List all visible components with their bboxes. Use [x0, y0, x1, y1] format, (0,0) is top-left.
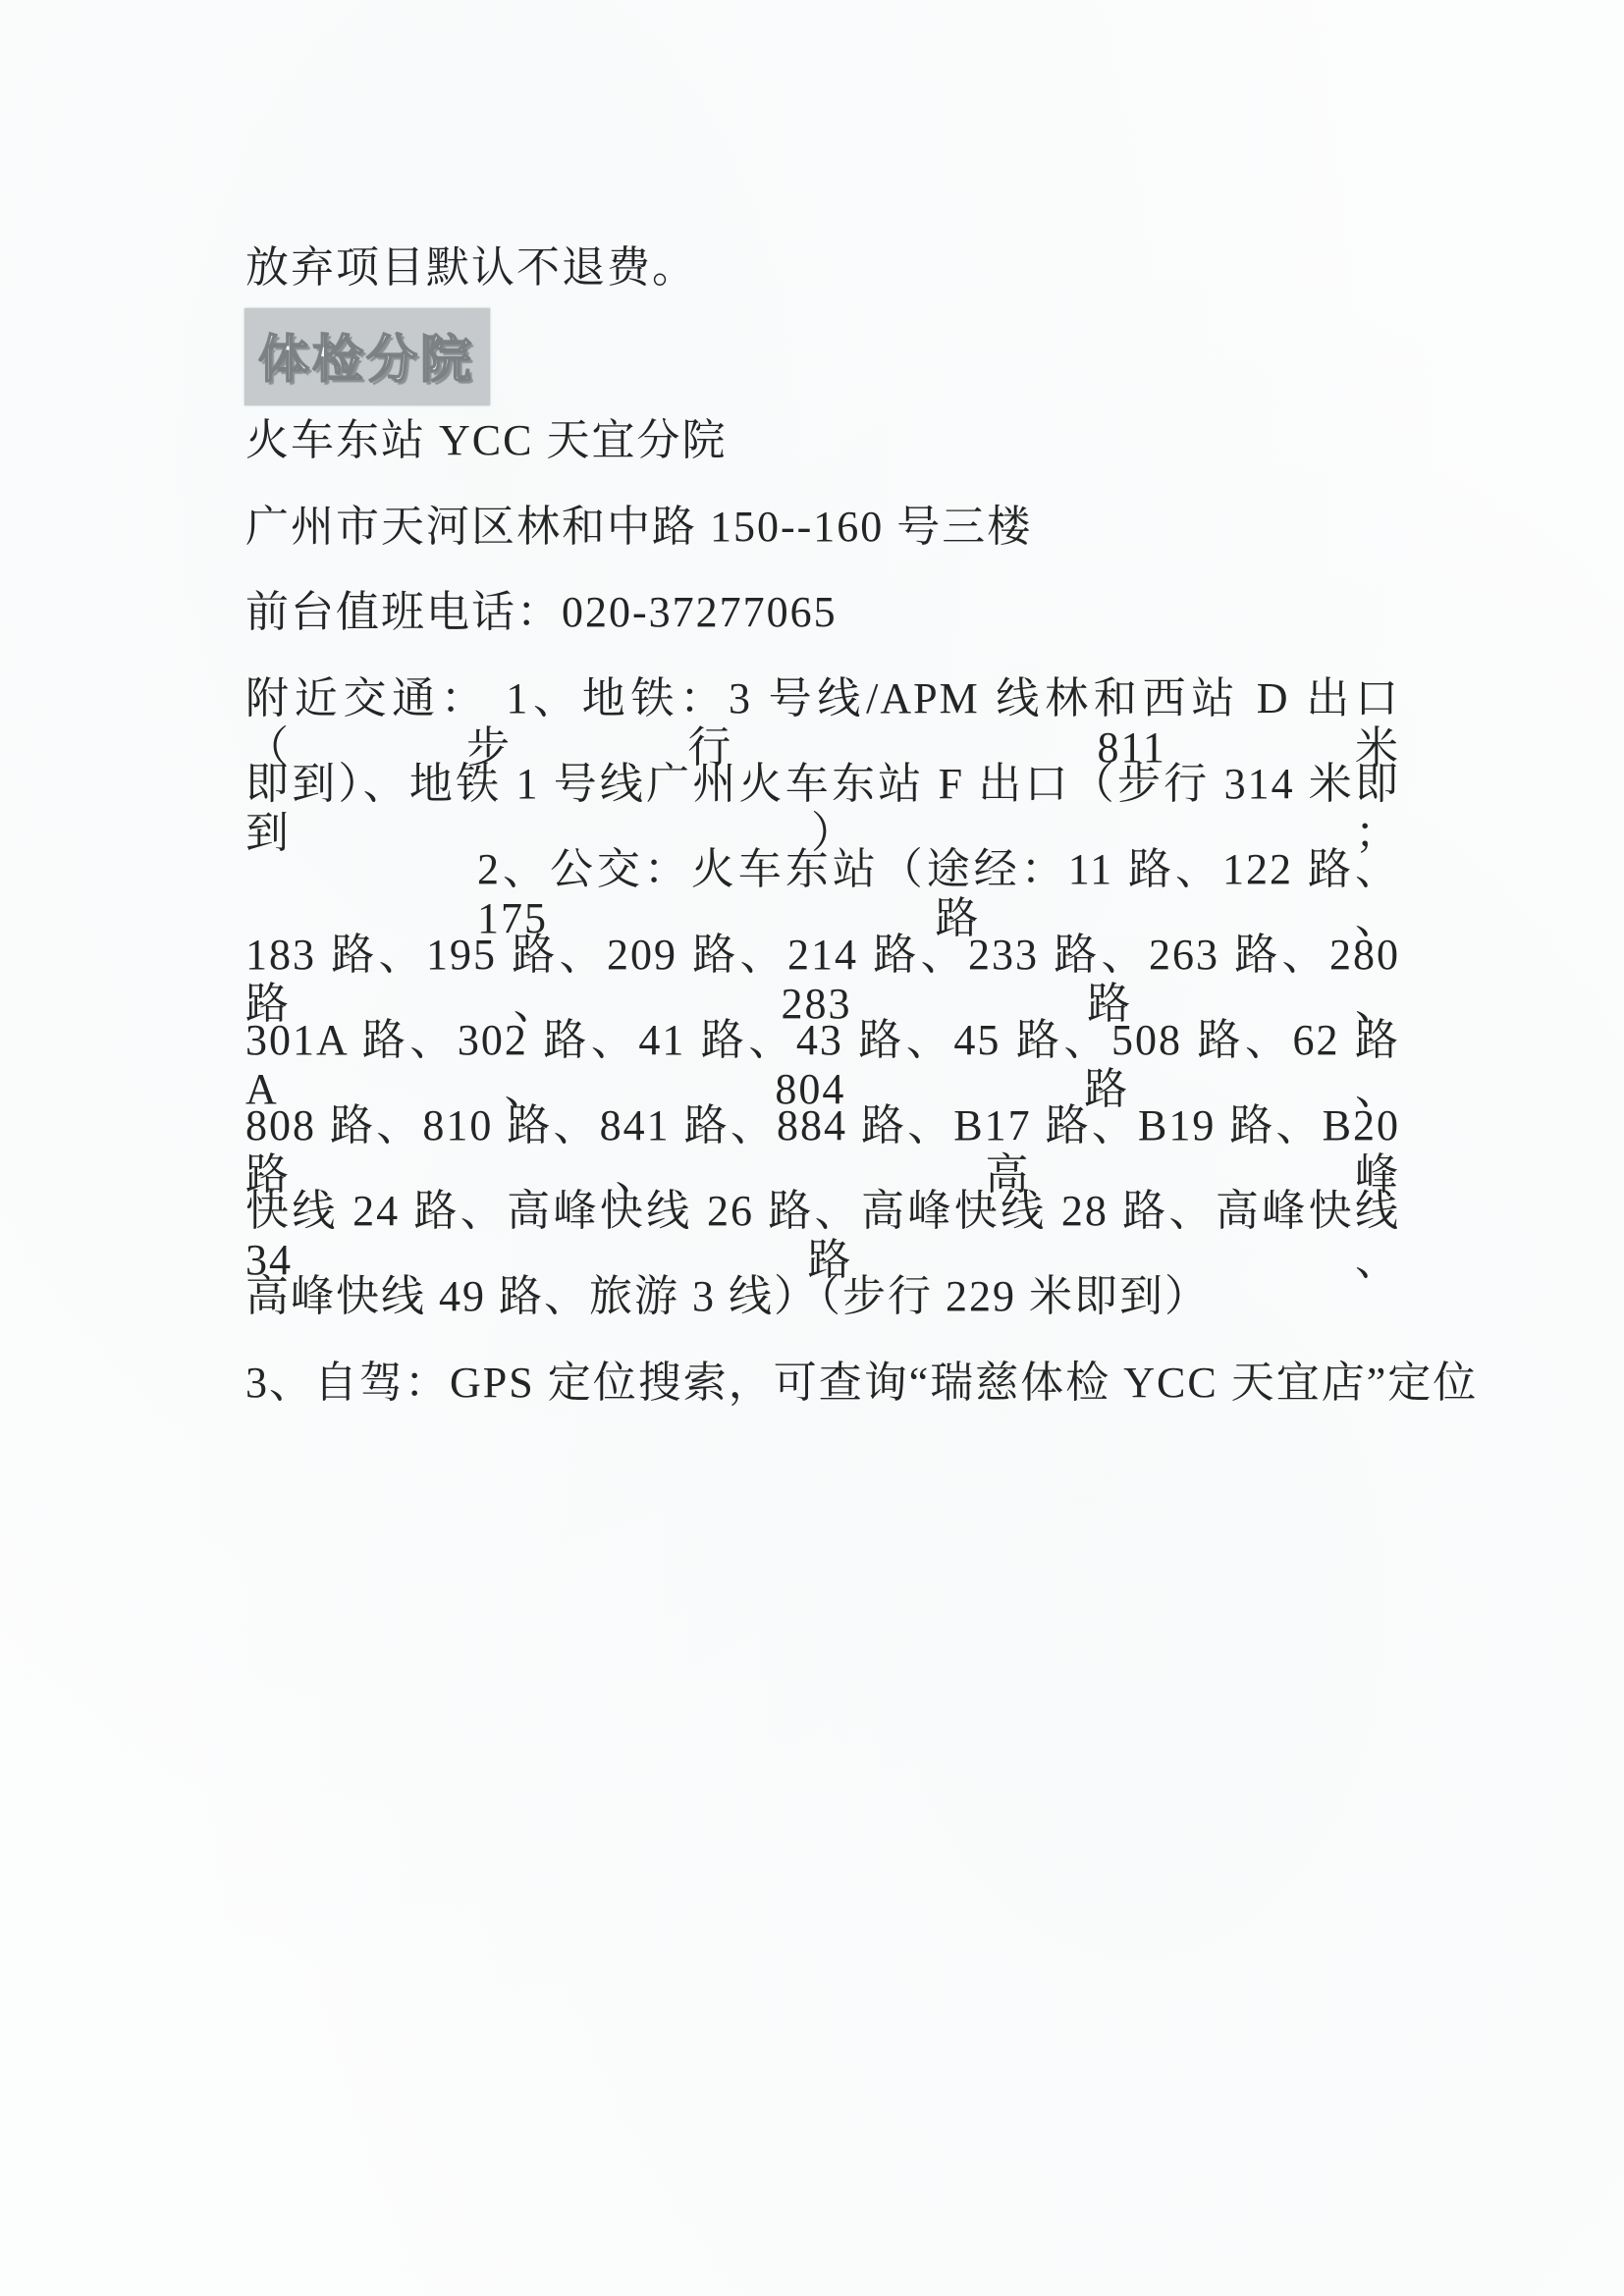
- transport-line-bus-5: 快线 24 路、高峰快线 26 路、高峰快线 28 路、高峰快线 34 路、: [245, 1187, 1400, 1284]
- transport-line-metro-2: 即到）、地铁 1 号线广州火车东站 F 出口（步行 314 米即到）；: [245, 760, 1400, 857]
- transport-line-bus-6: 高峰快线 49 路、旅游 3 线）（步行 229 米即到）: [245, 1272, 1210, 1320]
- refund-note: 放弃项目默认不退费。: [245, 243, 697, 292]
- branch-name: 火车东站 YCC 天宜分院: [245, 416, 728, 464]
- section-heading-highlight: [244, 308, 490, 405]
- transport-line-metro-1: 附近交通： 1、地铁：3 号线/APM 线林和西站 D 出口（步行 811 米: [245, 674, 1400, 772]
- transport-line-bus-2: 183 路、195 路、209 路、214 路、233 路、263 路、280 路、283 路、: [245, 931, 1400, 1028]
- branch-address: 广州市天河区林和中路 150--160 号三楼: [245, 503, 1033, 551]
- transport-line-bus-4: 808 路、810 路、841 路、884 路、B17 路、B19 路、B20 路、高峰: [245, 1101, 1400, 1199]
- transport-line-bus-1: 2、公交：火车东站（途经：11 路、122 路、175 路、: [477, 845, 1400, 942]
- transport-line-bus-3: 301A 路、302 路、41 路、43 路、45 路、508 路、62 路 A、804 路、: [245, 1016, 1400, 1113]
- section-heading: 体检分院: [258, 333, 475, 389]
- transport-line-driving: 3、自驾：GPS 定位搜索，可查询“瑞慈体检 YCC 天宜店”定位: [245, 1359, 1479, 1407]
- front-desk-phone: 前台值班电话：020-37277065: [245, 588, 838, 636]
